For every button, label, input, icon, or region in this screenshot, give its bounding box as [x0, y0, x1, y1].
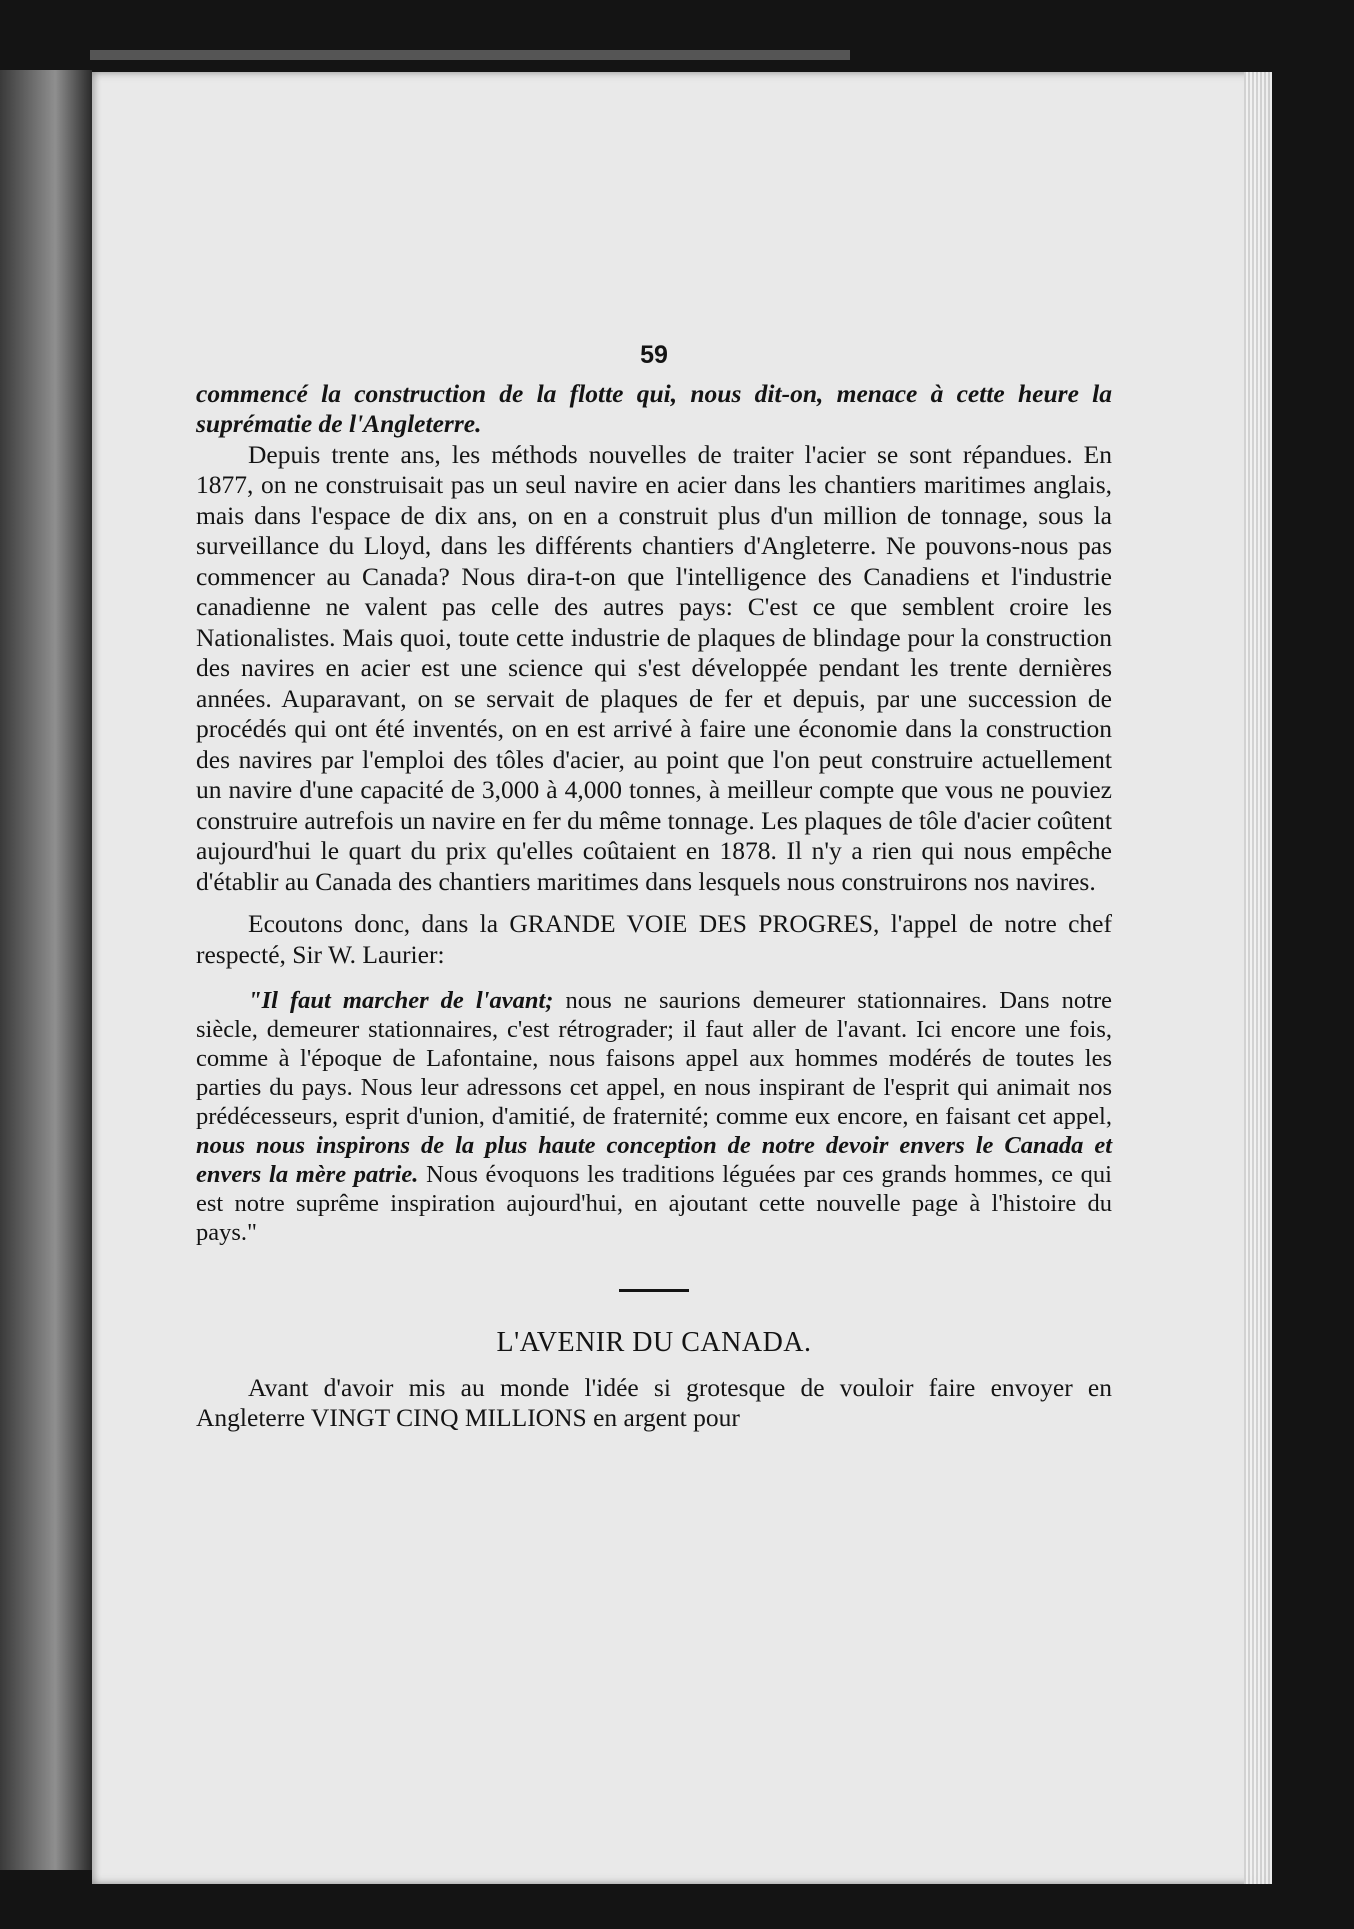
- opening-sentence: commencé la construction de la flotte qui, nous dit-on, menace à cette heure la suprématie de l'Angleterre.: [196, 378, 1112, 438]
- paragraph-avenir: Avant d'avoir mis au monde l'idée si grotesque de vouloir faire envoyer en Angleterre VINGT CINQ MILLIONS en argent pour: [196, 1372, 1112, 1432]
- scan-left-margin: [0, 70, 92, 1870]
- quote-lead: "Il faut marcher de l'avant;: [248, 987, 554, 1014]
- laurier-quote: [196, 986, 1112, 1247]
- page-text: [196, 264, 1112, 1434]
- quote-ending: Nous évoquons les traditions léguées par ces grands hommes, ce qui est notre suprême inspiration aujourd'hui, en ajoutant cette nouvelle page à l'histoire du pays.": [196, 1161, 1112, 1246]
- quote-emphasis: nous nous inspirons de la plus haute conception de notre devoir envers le Canada et envers la mère patrie.: [196, 1132, 1112, 1188]
- quote-body: nous ne saurions demeurer stationnaires. Dans notre siècle, demeurer stationnaires, c'est rétrograder; il faut aller de l'avant. Ici encore une fois, comme à l'époque de Lafontaine, nous faisons appel aux hommes modérés de toutes les parties du pays. Nous leur adressons cet appel, en nous inspirant de l'esprit qui animait nos prédécesseurs, esprit d'union, d'amitié, de fraternité; comme eux encore, en faisant cet appel,: [196, 987, 1112, 1130]
- paragraph-laurier-call: Ecoutons donc, dans la GRANDE VOIE DES PROGRES, l'appel de notre chef respecté, Sir W. Laurier:: [196, 909, 1112, 969]
- section-divider: [619, 1289, 689, 1292]
- paragraph-steel-ships: Depuis trente ans, les méthods nouvelles de traiter l'acier se sont répandues. En 1877, on ne construisait pas un seul navire en acier dans les chantiers maritimes anglais, mais dans l'espace de dix ans, on en a construit plus d'un million de tonnage, sous la surveillance du Lloyd, dans les différents chantiers d'Angleterre. Ne pouvons-nous pas commencer au Canada? Nous dira-t-on que l'intelligence des Canadiens et l'industrie canadienne ne valent pas celle des autres pays: C'est ce que semblent croire les Nationalistes. Mais quoi, toute cette industrie de plaques de blindage pour la construction des navires en acier est une science qui s'est développée pendant les trente dernières années. Auparavant, on se servait de plaques de fer et depuis, par une succession de procédés qui ont été inventés, on en est arrivé à faire une économie dans la construction des navires par l'emploi des tôles d'acier, au point que l'on peut construire actuellement un navire d'une capacité de 3,000 à 4,000 tonnes, à meilleur compte que vous ne pouviez construire autrefois un navire en fer du même tonnage. Les plaques de tôle d'acier coûtent aujourd'hui le quart du prix qu'elles coûtaient en 1878. Il n'y a rien qui nous empêche d'établir au Canada des chantiers maritimes dans lesquels nous construirons nos navires.: [196, 439, 1112, 896]
- section-title: L'AVENIR DU CANADA.: [496, 1327, 812, 1358]
- book-page: [92, 72, 1272, 1884]
- page-number: 59: [640, 341, 668, 369]
- scan-top-edge: [90, 50, 850, 60]
- page-stack-edge: [1244, 72, 1272, 1884]
